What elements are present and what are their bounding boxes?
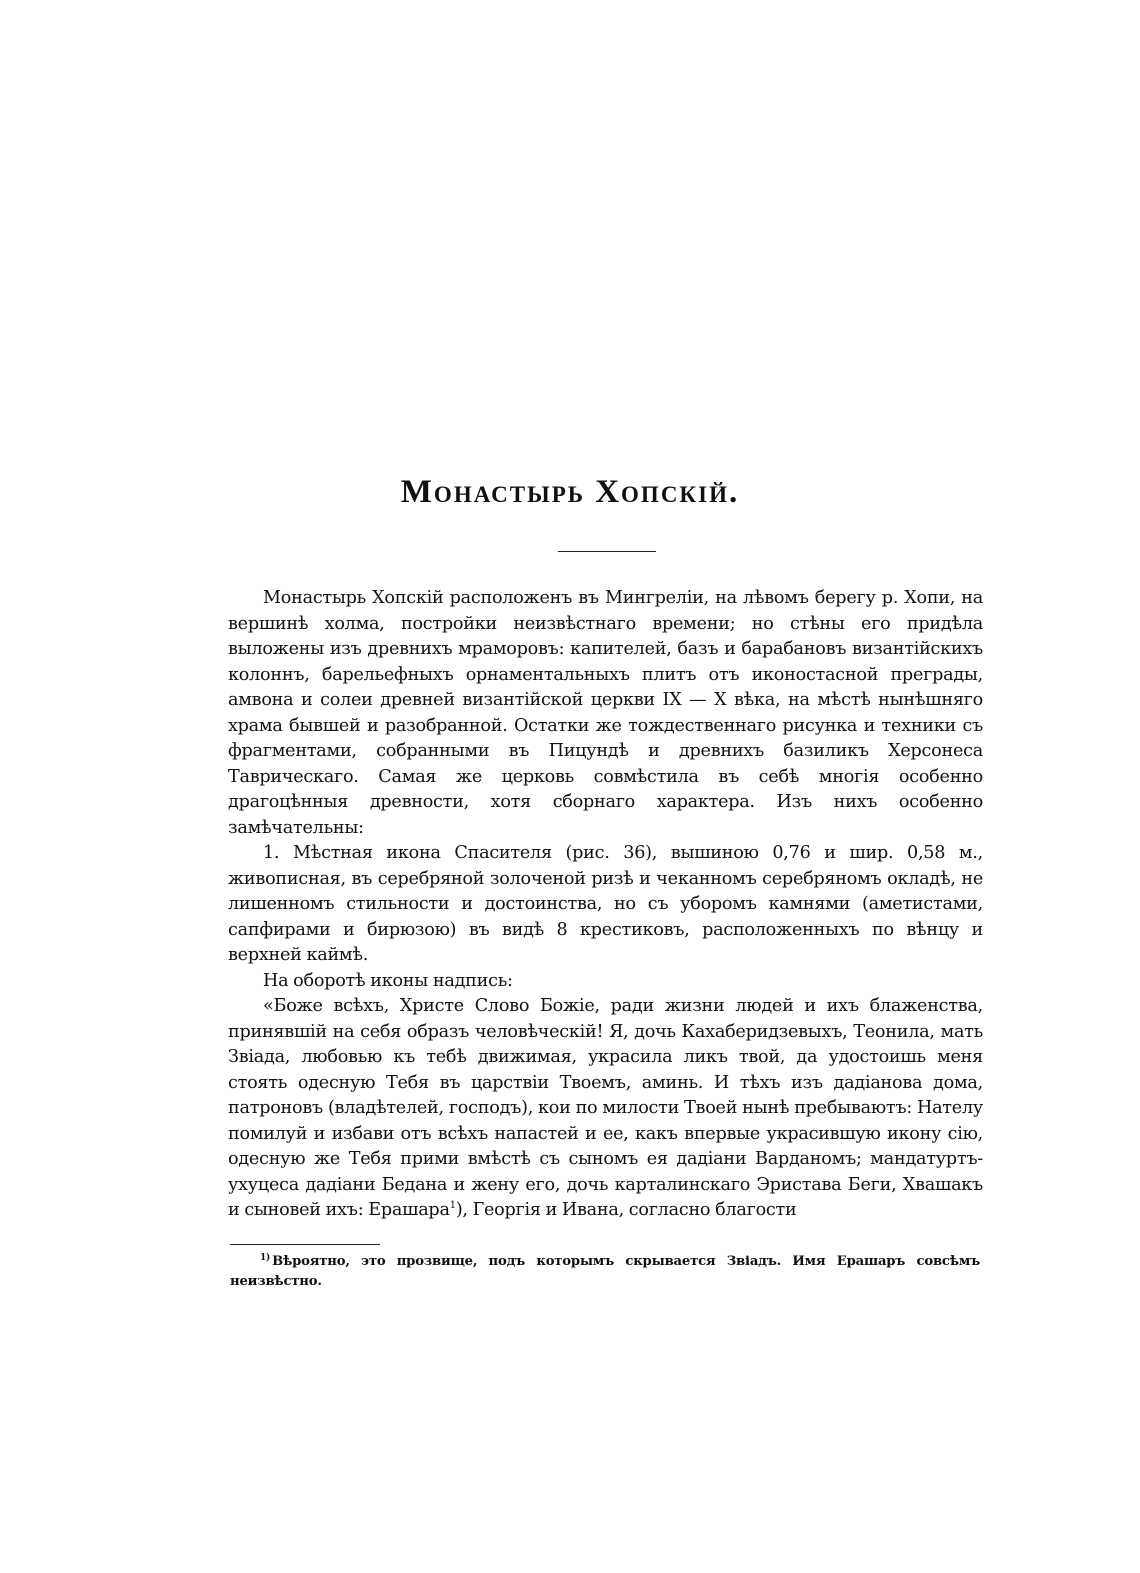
- footnote-divider: [230, 1244, 380, 1245]
- quote-text: «Боже всѣхъ, Христе Слово Божіе, ради жизни людей и ихъ блаженства, принявшій на себя образъ человѣческій! Я, дочь Кахаберидзевыхъ, Теонила, мать Звіада, любовью къ тебѣ движимая, украсила ликъ твой, да удостоишь меня стоять одесную Тебя въ царствіи Твоемъ, аминь. И тѣхъ изъ дадіанова дома, патроновъ (владѣтелей, господъ), кои по милости Твоей нынѣ пребываютъ: Нателу помилуй и избави отъ всѣхъ напастей и ее, какъ впервые украсившую икону сію, одесную же Тебя прими вмѣстѣ съ сыномъ ея дадіани Варданомъ; мандатуртъ-ухуцеса дадіани Бедана и жену его, дочь карталинскаго Эристава Беги, Хвашакъ и сыновей ихъ: Ерашара: [228, 996, 983, 1220]
- paragraph-icon-description: 1. Мѣстная икона Спасителя (рис. 36), вышиною 0,76 и шир. 0,58 м., живописная, въ серебряной золоченой ризѣ и чеканномъ серебряномъ окладѣ, не лишенномъ стильности и достоинства, но съ уборомъ камнями (аметистами, сапфирами и бирюзою) въ видѣ 8 крестиковъ, расположенныхъ по вѣнцу и верхней каймѣ.: [228, 843, 983, 965]
- footnote: [230, 1252, 980, 1292]
- footnote-mark: 1): [260, 1252, 271, 1263]
- title-divider: [558, 551, 656, 552]
- paragraph-inscription-heading: На оборотѣ иконы надпись:: [263, 970, 513, 991]
- paragraph-inscription-quote: [228, 994, 983, 1224]
- body-text: [228, 586, 983, 1224]
- footnote-text: Вѣроятно, это прозвище, подъ которымъ скрывается Звіадъ. Имя Ерашаръ совсѣмъ неизвѣстно.: [230, 1254, 980, 1289]
- page-title: Монастырь Хопскій.: [400, 474, 740, 510]
- footnote-reference: 1: [449, 1200, 456, 1212]
- paragraph-intro: Монастырь Хопскій расположенъ въ Мингреліи, на лѣвомъ берегу р. Хопи, на вершинѣ холма, постройки неизвѣстнаго времени; но стѣны его придѣла выложены изъ древнихъ мраморовъ: капителей, базъ и барабановъ византійскихъ колоннъ, барельефныхъ орнаментальныхъ плитъ отъ иконостасной преграды, амвона и солеи древней византійской церкви IX — X вѣка, на мѣстѣ нынѣшняго храма бывшей и разобранной. Остатки же тождественнаго рисунка и техники съ фрагментами, собранными въ Пицундѣ и древнихъ базиликъ Херсонеса Таврическаго. Самая же церковь совмѣстила въ себѣ многія особенно драгоцѣнныя древности, хотя сборнаго характера. Изъ нихъ особенно замѣчательны:: [228, 588, 983, 838]
- quote-text-continued: ), Георгія и Ивана, согласно благости: [455, 1200, 797, 1220]
